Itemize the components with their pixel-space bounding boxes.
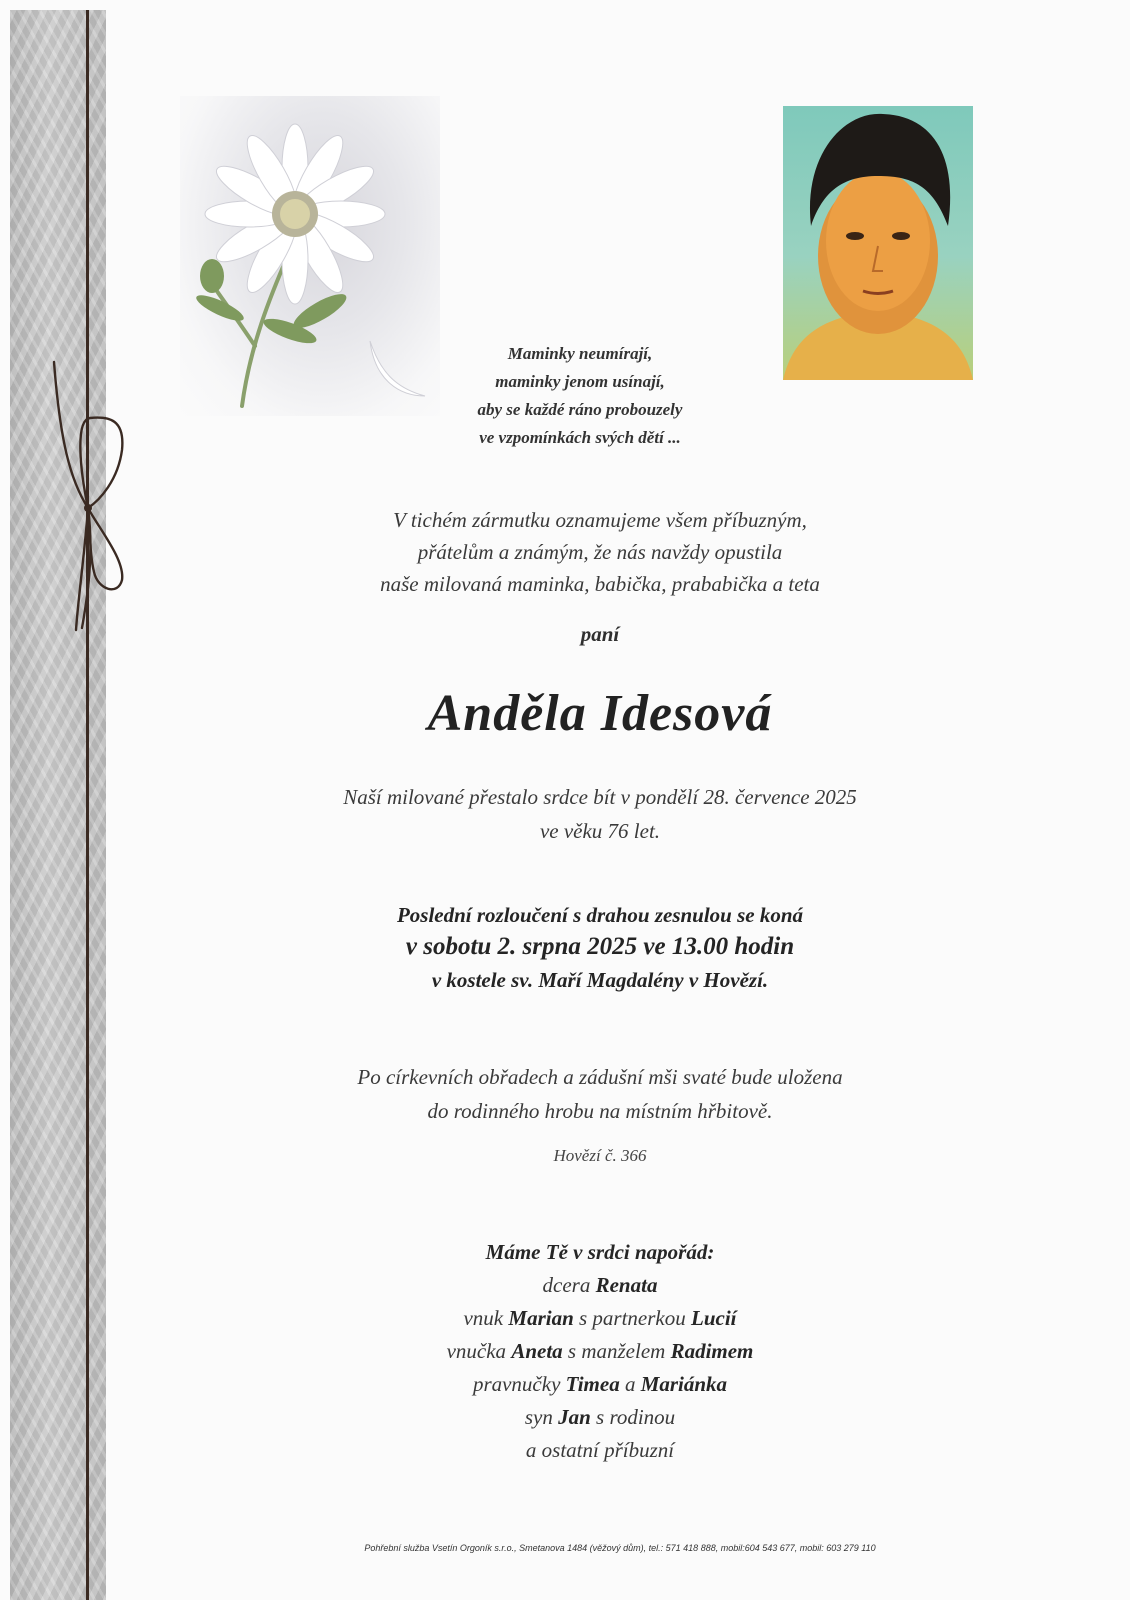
relation-text: vnučka: [446, 1339, 512, 1363]
relation-text: syn: [524, 1405, 559, 1429]
burial-line: Po církevních obřadech a zádušní mši svaté bude uložena: [357, 1065, 843, 1089]
death-line: Naší milované přestalo srdce bít v pondělí 28. července 2025: [343, 785, 857, 809]
announcement-line: V tichém zármutku oznamujeme všem příbuzným,: [393, 508, 807, 532]
relation-text: a: [619, 1372, 641, 1396]
white-daisy-image: [180, 96, 440, 416]
announcement-line: naše milovaná maminka, babička, prababička a teta: [380, 572, 820, 596]
family-member-name: Mariánka: [640, 1372, 728, 1396]
address: Hovězí č. 366: [553, 1146, 647, 1165]
funeral-date: v sobotu 2. srpna 2025 ve 13.00 hodin: [405, 933, 795, 960]
family-list: [220, 1236, 980, 1467]
funeral-line: Poslední rozloučení s drahou zesnulou se koná: [396, 903, 804, 927]
marble-side-band: [10, 10, 106, 1600]
relation-text: pravnučky: [472, 1372, 566, 1396]
family-row: [220, 1335, 980, 1368]
family-row: [220, 1269, 980, 1302]
poem-line: aby se každé ráno probouzely: [477, 400, 683, 419]
deceased-name: Anděla Idesová: [427, 685, 773, 742]
portrait-photo: [783, 106, 973, 380]
family-member-name: Jan: [558, 1405, 591, 1429]
family-row: [220, 1401, 980, 1434]
ribbon-bow-icon: [40, 360, 150, 650]
relation-text: s rodinou: [590, 1405, 676, 1429]
family-heading: Máme Tě v srdci napořád:: [485, 1240, 715, 1264]
family-member-name: Renata: [595, 1273, 658, 1297]
relation-text: a ostatní příbuzní: [525, 1438, 675, 1462]
burial-text: [220, 1060, 980, 1128]
announcement-text: [220, 504, 980, 600]
family-row: [220, 1434, 980, 1467]
relation-text: dcera: [542, 1273, 596, 1297]
poem-line: Maminky neumírají,: [507, 344, 653, 363]
family-row: [220, 1302, 980, 1335]
announcement-line: přátelům a známým, že nás navždy opustila: [417, 540, 783, 564]
salutation: paní: [580, 622, 620, 646]
poem-quote: [470, 340, 690, 452]
family-member-name: Radimem: [670, 1339, 754, 1363]
family-row: [220, 1368, 980, 1401]
relation-text: vnuk: [463, 1306, 509, 1330]
poem-line: ve vzpomínkách svých dětí ...: [479, 428, 681, 447]
family-member-name: Marian: [508, 1306, 574, 1330]
relation-text: s partnerkou: [573, 1306, 691, 1330]
side-border-line: [86, 10, 89, 1600]
funeral-place: v kostele sv. Maří Magdalény v Hovězí.: [431, 968, 769, 992]
family-member-name: Aneta: [511, 1339, 563, 1363]
family-member-name: Timea: [565, 1372, 620, 1396]
poem-line: maminky jenom usínají,: [495, 372, 665, 391]
funeral-info: [220, 900, 980, 996]
death-line: ve věku 76 let.: [539, 819, 661, 843]
death-notice: [220, 780, 980, 848]
funeral-service-footer: Pohřební služba Vsetín Orgoník s.r.o., Smetanova 1484 (věžový dům), tel.: 571 418 888, mobil:604 543 677, mobil: 603 279 110: [364, 1543, 876, 1553]
burial-line: do rodinného hrobu na místním hřbitově.: [427, 1099, 773, 1123]
family-member-name: Lucií: [691, 1306, 737, 1330]
relation-text: s manželem: [562, 1339, 671, 1363]
